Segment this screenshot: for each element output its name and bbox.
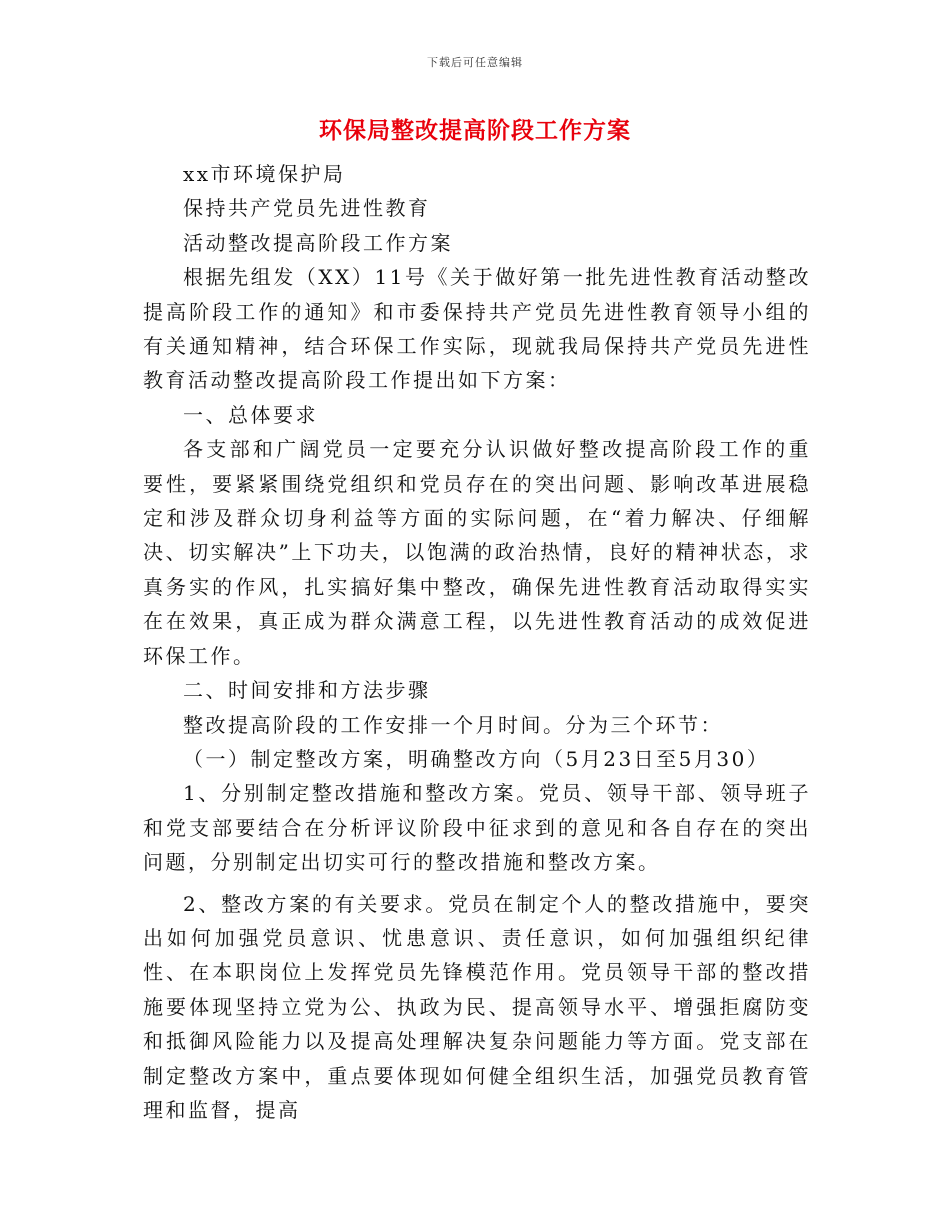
header-note: 下载后可任意编辑 — [427, 56, 523, 69]
document-title: 环保局整改提高阶段工作方案 — [319, 117, 631, 144]
document-body — [143, 157, 811, 1127]
subsection-heading-1: （一）制定整改方案，明确整改方向（5月23日至5月30） — [183, 746, 770, 771]
body-paragraph: 整改提高阶段的工作安排一个月时间。分为三个环节： — [183, 712, 723, 737]
section-heading-2: 二、时间安排和方法步骤 — [183, 678, 431, 703]
intro-paragraph: 根据先组发（XX）11号《关于做好第一批先进性教育活动整改提高阶段工作的通知》和市委保持共产党员先进性教育领导小组的有关通知精神，结合环保工作实际，现就我局保持共产党员先进性教育活动整改提高阶段工作提出如下方案： — [143, 265, 811, 393]
body-paragraph: 2、整改方案的有关要求。党员在制定个人的整改措施中，要突出如何加强党员意识、忧患意识、责任意识，如何加强组织纪律性、在本职岗位上发挥党员先锋模范作用。党员领导干部的整改措施要体现坚持立党为公、执政为民、提高领导水平、增强拒腐防变和抵御风险能力以及提高处理解决复杂问题能力等方面。党支部在制定整改方案中，重点要体现如何健全组织生活，加强党员教育管理和监督，提高 — [143, 891, 811, 1122]
body-paragraph: 各支部和广阔党员一定要充分认识做好整改提高阶段工作的重要性，要紧紧围绕党组织和党员存在的突出问题、影响改革进展稳定和涉及群众切身利益等方面的实际问题，在“着力解决、仔细解决、切实解决”上下功夫，以饱满的政治热情，良好的精神状态，求真务实的作风，扎实搞好集中整改，确保先进性教育活动取得实实在在效果，真正成为群众满意工程，以先进性教育活动的成效促进环保工作。 — [143, 437, 811, 668]
body-paragraph: 1、分别制定整改措施和整改方案。党员、领导干部、领导班子和党支部要结合在分析评议阶段中征求到的意见和各自存在的突出问题，分别制定出切实可行的整改措施和整改方案。 — [143, 781, 811, 875]
subtitle-line-1: 保持共产党员先进性教育 — [183, 196, 431, 221]
subtitle-line-2: 活动整改提高阶段工作方案 — [183, 230, 453, 255]
org-line: xx市环境保护局 — [183, 162, 346, 186]
section-heading-1: 一、总体要求 — [183, 402, 318, 427]
